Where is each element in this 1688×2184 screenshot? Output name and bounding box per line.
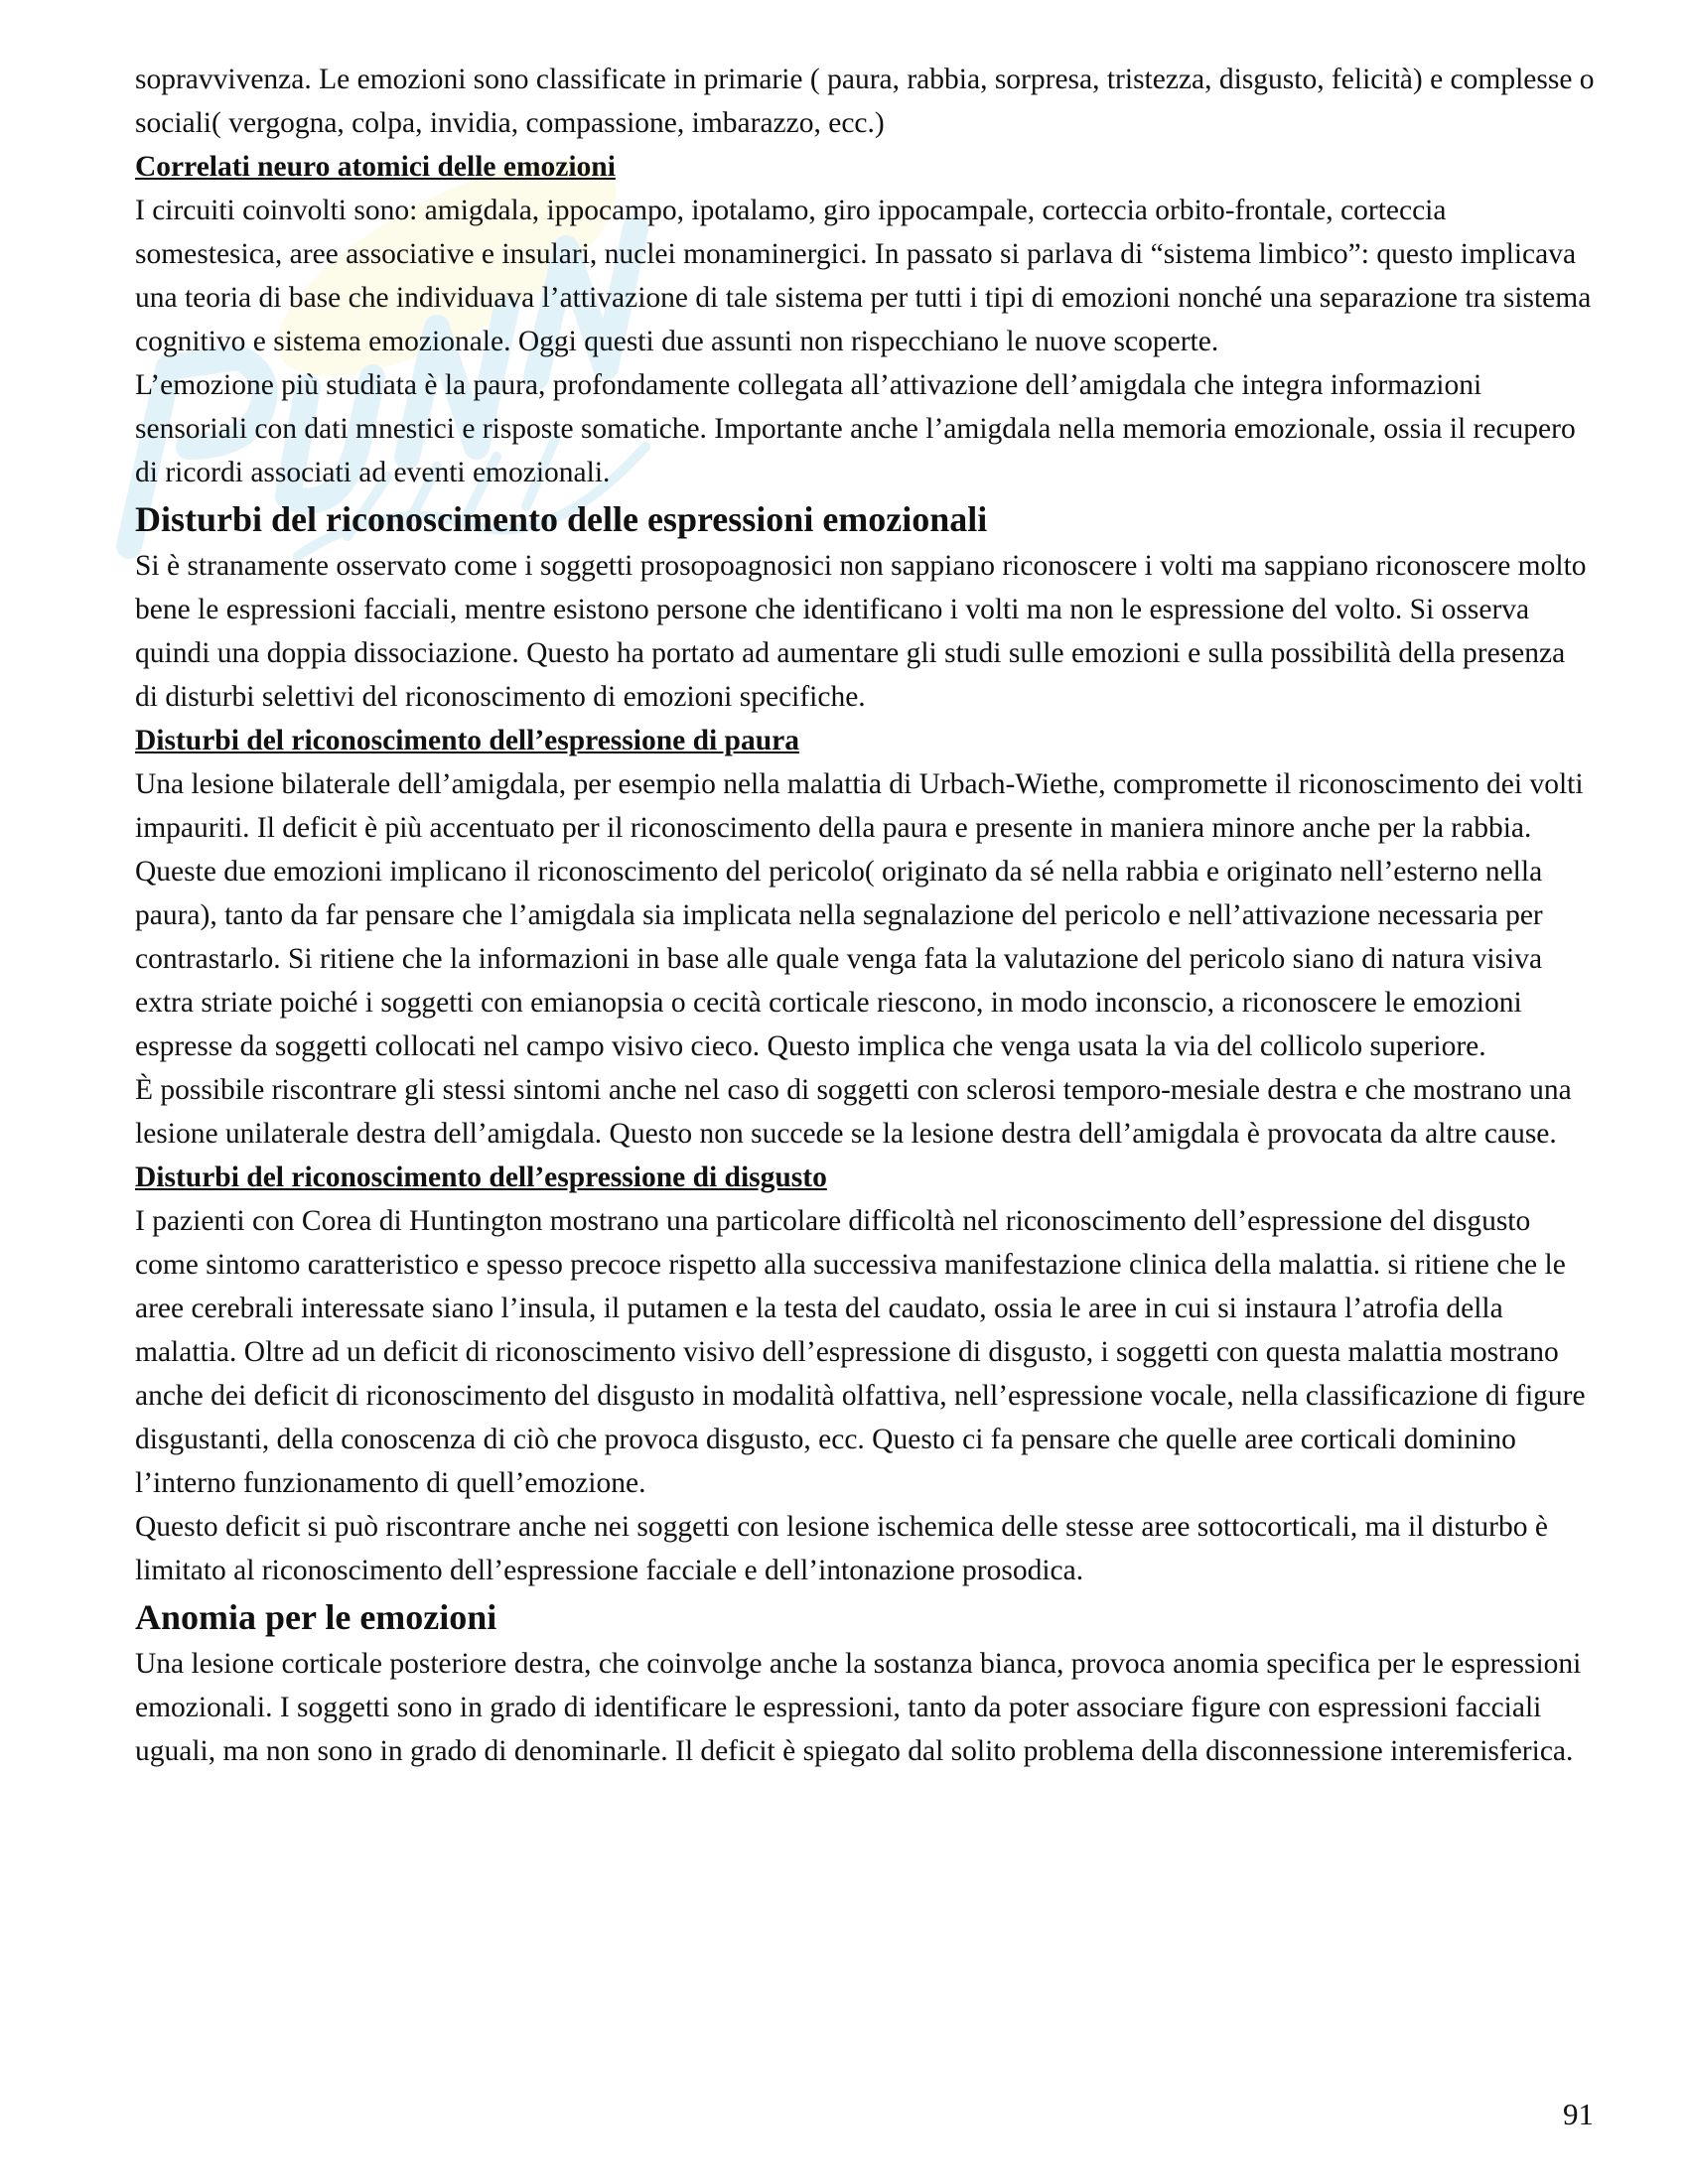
section-subheading-disgusto: Disturbi del riconoscimento dell’espressione di disgusto [135,1161,827,1193]
disgusto-paragraph-1: I pazienti con Corea di Huntington mostrano una particolare difficoltà nel riconoscimento dell’espressione del disgusto come sintomo caratteristico e spesso precoce rispetto alla successiva manifestazione clinica della malattia. si ritiene che le aree cerebrali interessate siano l’insula, il putamen e la testa del caudato, ossia le aree in cui si instaura l’atrofia della malattia. Oltre ad un deficit di riconoscimento visivo dell’espressione di disgusto, i soggetti con questa malattia mostrano anche dei deficit di riconoscimento del disgusto in modalità olfattiva, nell’espressione vocale, nella classificazione di figure disgustanti, della conoscenza di ciò che provoca disgusto, ecc. Questo ci fa pensare che quelle aree corticali dominino l’interno funzionamento di quell’emozione. [135,1205,1586,1499]
section-heading-disturbi: Disturbi del riconoscimento delle espressioni emozionali [135,499,988,539]
page-number: 91 [1563,2097,1594,2131]
anomia-paragraph: Una lesione corticale posteriore destra, che coinvolge anche la sostanza bianca, provoca anomia specifica per le espressioni emozionali. I soggetti sono in grado di identificare le espressioni, tanto da poter associare figure con espressioni facciali uguali, ma non sono in grado di denominarle. Il deficit è spiegato dal solito problema della disconnessione interemisferica. [135,1648,1582,1767]
correlati-paragraph-1: I circuiti coinvolti sono: amigdala, ippocampo, ipotalamo, giro ippocampale, corteccia orbito-frontale, corteccia somestesica, aree associative e insulari, nuclei monaminergici. In passato si parlava di “sistema limbico”: questo implicava una teoria di base che individuava l’attivazione di tale sistema per tutti i tipi di emozioni nonché una separazione tra sistema cognitivo e sistema emozionale. Oggi questi due assunti non rispecchiano le nuove scoperte. [135,195,1592,357]
document-page [135,58,1595,1773]
paura-paragraph-2: È possibile riscontrare gli stessi sintomi anche nel caso di soggetti con sclerosi temporo-mesiale destra e che mostrano una lesione unilaterale destra dell’amigdala. Questo non succede se la lesione destra dell’amigdala è provocata da altre cause. [135,1074,1572,1150]
section-subheading-correlati: Correlati neuro atomici delle emozioni [135,151,616,183]
intro-paragraph: sopravvivenza. Le emozioni sono classificate in primarie ( paura, rabbia, sorpresa, tristezza, disgusto, felicità) e complesse o sociali( vergogna, colpa, invidia, compassione, imbarazzo, ecc.) [135,64,1595,139]
paura-paragraph-1: Una lesione bilaterale dell’amigdala, per esempio nella malattia di Urbach-Wiethe, compromette il riconoscimento dei volti impauriti. Il deficit è più accentuato per il riconoscimento della paura e presente in maniera minore anche per la rabbia. Queste due emozioni implicano il riconoscimento del pericolo( originato da sé nella rabbia e originato nell’esterno nella paura), tanto da far pensare che l’amigdala sia implicata nella segnalazione del pericolo e nell’attivazione necessaria per contrastarlo. Si ritiene che la informazioni in base alle quale venga fata la valutazione del pericolo siano di natura visiva extra striate poiché i soggetti con emianopsia o cecità corticale riescono, in modo inconscio, a riconoscere le emozioni espresse da soggetti collocati nel campo visivo cieco. Questo implica che venga usata la via del collicolo superiore. [135,768,1584,1062]
correlati-paragraph-2: L’emozione più studiata è la paura, profondamente collegata all’attivazione dell’amigdala che integra informazioni sensoriali con dati mnestici e risposte somatiche. Importante anche l’amigdala nella memoria emozionale, ossia il recupero di ricordi associati ad eventi emozionali. [135,369,1576,488]
section-heading-anomia: Anomia per le emozioni [135,1597,497,1637]
disgusto-paragraph-2: Questo deficit si può riscontrare anche nei soggetti con lesione ischemica delle stesse aree sottocorticali, ma il disturbo è limitato al riconoscimento dell’espressione facciale e dell’intonazione prosodica. [135,1511,1548,1586]
disturbi-paragraph: Si è stranamente osservato come i soggetti prosopoagnosici non sappiano riconoscere i volti ma sappiano riconoscere molto bene le espressioni facciali, mentre esistono persone che identificano i volti ma non le espressione del volto. Si osserva quindi una doppia dissociazione. Questo ha portato ad aumentare gli studi sulle emozioni e sulla possibilità della presenza di disturbi selettivi del riconoscimento di emozioni specifiche. [135,550,1587,713]
section-subheading-paura: Disturbi del riconoscimento dell’espressione di paura [135,725,799,756]
